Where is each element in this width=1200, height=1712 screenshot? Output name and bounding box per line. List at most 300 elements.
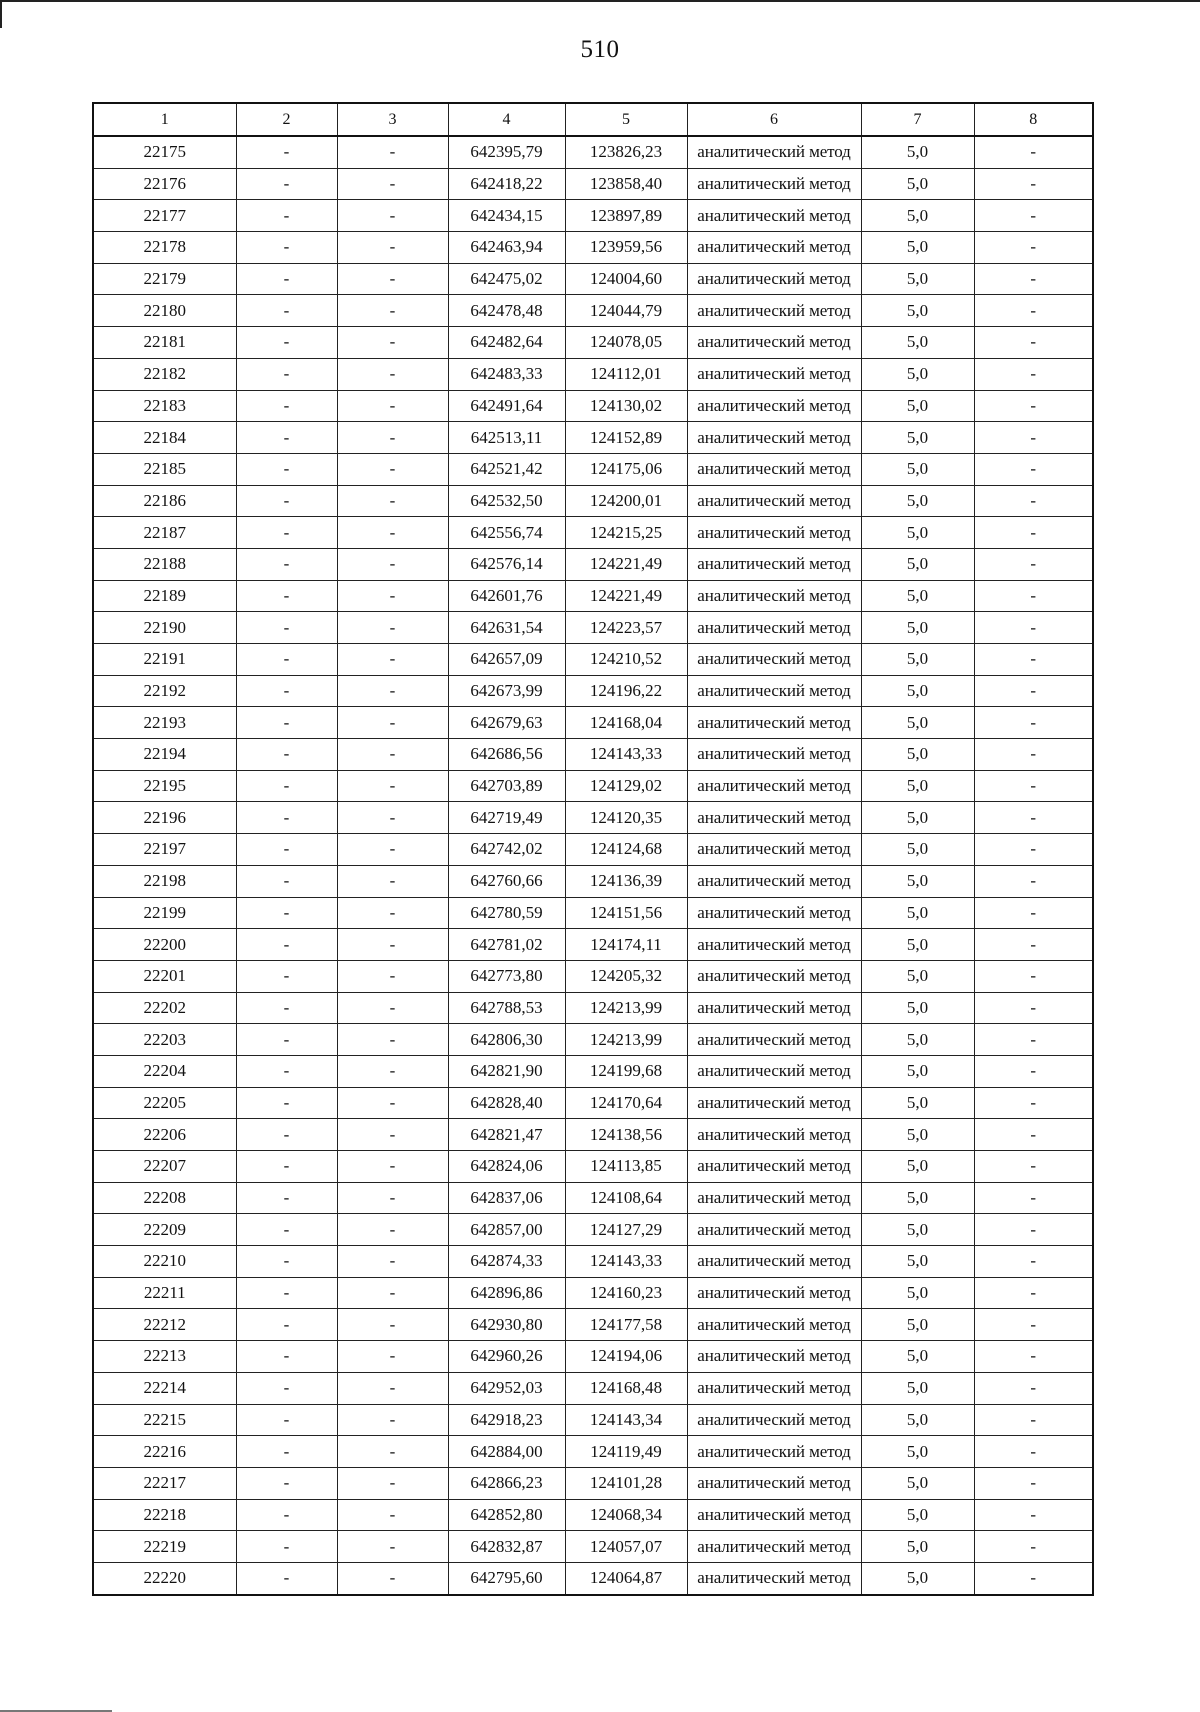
cell-point-number: 22202 bbox=[93, 992, 236, 1024]
cell-accuracy: 5,0 bbox=[861, 1562, 974, 1594]
table-row bbox=[93, 1404, 1093, 1436]
coordinates-table bbox=[92, 102, 1094, 1596]
cell-col-8-value: - bbox=[974, 1436, 1093, 1468]
cell-col-8-value: - bbox=[974, 1562, 1093, 1594]
cell-method: аналитический метод bbox=[687, 897, 861, 929]
cell-coord-x: 642837,06 bbox=[448, 1182, 565, 1214]
cell-col-8-value: - bbox=[974, 1531, 1093, 1563]
cell-coord-x: 642896,86 bbox=[448, 1277, 565, 1309]
cell-col-3-value: - bbox=[337, 1024, 448, 1056]
cell-col-2-value: - bbox=[236, 1055, 337, 1087]
cell-col-8-value: - bbox=[974, 739, 1093, 771]
cell-coord-y: 124170,64 bbox=[565, 1087, 687, 1119]
cell-col-8-value: - bbox=[974, 1119, 1093, 1151]
cell-col-2-value: - bbox=[236, 707, 337, 739]
cell-method: аналитический метод bbox=[687, 1404, 861, 1436]
cell-accuracy: 5,0 bbox=[861, 263, 974, 295]
table-row bbox=[93, 1024, 1093, 1056]
cell-method: аналитический метод bbox=[687, 1151, 861, 1183]
cell-accuracy: 5,0 bbox=[861, 802, 974, 834]
cell-col-2-value: - bbox=[236, 263, 337, 295]
cell-col-8-value: - bbox=[974, 422, 1093, 454]
cell-col-2-value: - bbox=[236, 1404, 337, 1436]
cell-col-2-value: - bbox=[236, 739, 337, 771]
cell-accuracy: 5,0 bbox=[861, 485, 974, 517]
cell-col-2-value: - bbox=[236, 1562, 337, 1594]
cell-accuracy: 5,0 bbox=[861, 1055, 974, 1087]
cell-point-number: 22194 bbox=[93, 739, 236, 771]
cell-col-2-value: - bbox=[236, 1119, 337, 1151]
table-row bbox=[93, 897, 1093, 929]
cell-coord-x: 642828,40 bbox=[448, 1087, 565, 1119]
cell-accuracy: 5,0 bbox=[861, 707, 974, 739]
cell-coord-x: 642918,23 bbox=[448, 1404, 565, 1436]
cell-col-2-value: - bbox=[236, 295, 337, 327]
cell-col-2-value: - bbox=[236, 1436, 337, 1468]
cell-col-3-value: - bbox=[337, 1309, 448, 1341]
cell-col-2-value: - bbox=[236, 1309, 337, 1341]
cell-accuracy: 5,0 bbox=[861, 232, 974, 264]
cell-col-8-value: - bbox=[974, 200, 1093, 232]
cell-point-number: 22208 bbox=[93, 1182, 236, 1214]
cell-point-number: 22199 bbox=[93, 897, 236, 929]
cell-coord-y: 124213,99 bbox=[565, 992, 687, 1024]
cell-col-2-value: - bbox=[236, 802, 337, 834]
cell-col-3-value: - bbox=[337, 929, 448, 961]
cell-col-3-value: - bbox=[337, 485, 448, 517]
cell-coord-x: 642742,02 bbox=[448, 834, 565, 866]
cell-coord-y: 124221,49 bbox=[565, 548, 687, 580]
cell-col-8-value: - bbox=[974, 960, 1093, 992]
cell-col-2-value: - bbox=[236, 1341, 337, 1373]
cell-coord-x: 642576,14 bbox=[448, 548, 565, 580]
cell-col-8-value: - bbox=[974, 580, 1093, 612]
table-row bbox=[93, 612, 1093, 644]
cell-col-2-value: - bbox=[236, 770, 337, 802]
cell-point-number: 22203 bbox=[93, 1024, 236, 1056]
table-row bbox=[93, 960, 1093, 992]
cell-col-2-value: - bbox=[236, 1214, 337, 1246]
cell-col-8-value: - bbox=[974, 770, 1093, 802]
cell-col-8-value: - bbox=[974, 232, 1093, 264]
cell-col-2-value: - bbox=[236, 960, 337, 992]
cell-method: аналитический метод bbox=[687, 136, 861, 168]
table-row bbox=[93, 739, 1093, 771]
cell-point-number: 22215 bbox=[93, 1404, 236, 1436]
cell-coord-x: 642852,80 bbox=[448, 1499, 565, 1531]
cell-coord-x: 642719,49 bbox=[448, 802, 565, 834]
cell-col-8-value: - bbox=[974, 485, 1093, 517]
scan-edge-top bbox=[0, 0, 1200, 2]
cell-coord-y: 123959,56 bbox=[565, 232, 687, 264]
cell-col-8-value: - bbox=[974, 612, 1093, 644]
cell-coord-y: 124168,48 bbox=[565, 1372, 687, 1404]
cell-col-3-value: - bbox=[337, 644, 448, 676]
table-row bbox=[93, 707, 1093, 739]
table-row bbox=[93, 1277, 1093, 1309]
cell-point-number: 22201 bbox=[93, 960, 236, 992]
cell-accuracy: 5,0 bbox=[861, 1467, 974, 1499]
table-row bbox=[93, 580, 1093, 612]
cell-method: аналитический метод bbox=[687, 612, 861, 644]
cell-accuracy: 5,0 bbox=[861, 1436, 974, 1468]
cell-coord-y: 124213,99 bbox=[565, 1024, 687, 1056]
cell-col-2-value: - bbox=[236, 675, 337, 707]
cell-col-2-value: - bbox=[236, 422, 337, 454]
cell-col-3-value: - bbox=[337, 390, 448, 422]
cell-accuracy: 5,0 bbox=[861, 327, 974, 359]
cell-col-8-value: - bbox=[974, 897, 1093, 929]
cell-method: аналитический метод bbox=[687, 960, 861, 992]
cell-method: аналитический метод bbox=[687, 1531, 861, 1563]
cell-point-number: 22197 bbox=[93, 834, 236, 866]
cell-accuracy: 5,0 bbox=[861, 675, 974, 707]
cell-col-2-value: - bbox=[236, 136, 337, 168]
cell-coord-x: 642788,53 bbox=[448, 992, 565, 1024]
cell-method: аналитический метод bbox=[687, 675, 861, 707]
table-row bbox=[93, 1309, 1093, 1341]
cell-col-3-value: - bbox=[337, 1151, 448, 1183]
cell-coord-x: 642673,99 bbox=[448, 675, 565, 707]
cell-col-3-value: - bbox=[337, 263, 448, 295]
cell-col-2-value: - bbox=[236, 1246, 337, 1278]
table-row bbox=[93, 1055, 1093, 1087]
cell-point-number: 22207 bbox=[93, 1151, 236, 1183]
table-row bbox=[93, 327, 1093, 359]
cell-col-2-value: - bbox=[236, 232, 337, 264]
cell-coord-x: 642930,80 bbox=[448, 1309, 565, 1341]
cell-point-number: 22191 bbox=[93, 644, 236, 676]
cell-col-3-value: - bbox=[337, 834, 448, 866]
cell-col-3-value: - bbox=[337, 960, 448, 992]
cell-col-3-value: - bbox=[337, 1341, 448, 1373]
cell-col-3-value: - bbox=[337, 422, 448, 454]
cell-col-3-value: - bbox=[337, 1087, 448, 1119]
cell-coord-x: 642952,03 bbox=[448, 1372, 565, 1404]
cell-col-3-value: - bbox=[337, 707, 448, 739]
cell-accuracy: 5,0 bbox=[861, 1119, 974, 1151]
cell-col-8-value: - bbox=[974, 1404, 1093, 1436]
cell-coord-y: 124200,01 bbox=[565, 485, 687, 517]
cell-col-8-value: - bbox=[974, 517, 1093, 549]
cell-accuracy: 5,0 bbox=[861, 1372, 974, 1404]
cell-point-number: 22213 bbox=[93, 1341, 236, 1373]
cell-col-8-value: - bbox=[974, 707, 1093, 739]
cell-col-3-value: - bbox=[337, 1055, 448, 1087]
cell-coord-y: 124143,33 bbox=[565, 1246, 687, 1278]
cell-coord-x: 642513,11 bbox=[448, 422, 565, 454]
cell-point-number: 22178 bbox=[93, 232, 236, 264]
cell-method: аналитический метод bbox=[687, 485, 861, 517]
cell-col-2-value: - bbox=[236, 580, 337, 612]
cell-point-number: 22175 bbox=[93, 136, 236, 168]
cell-col-3-value: - bbox=[337, 802, 448, 834]
cell-coord-x: 642773,80 bbox=[448, 960, 565, 992]
table-row bbox=[93, 1214, 1093, 1246]
cell-accuracy: 5,0 bbox=[861, 1499, 974, 1531]
cell-method: аналитический метод bbox=[687, 1499, 861, 1531]
cell-col-8-value: - bbox=[974, 327, 1093, 359]
cell-col-2-value: - bbox=[236, 612, 337, 644]
cell-accuracy: 5,0 bbox=[861, 770, 974, 802]
cell-point-number: 22190 bbox=[93, 612, 236, 644]
cell-coord-y: 124108,64 bbox=[565, 1182, 687, 1214]
cell-coord-x: 642781,02 bbox=[448, 929, 565, 961]
cell-accuracy: 5,0 bbox=[861, 517, 974, 549]
cell-method: аналитический метод bbox=[687, 358, 861, 390]
cell-coord-y: 124112,01 bbox=[565, 358, 687, 390]
cell-col-3-value: - bbox=[337, 1214, 448, 1246]
cell-col-2-value: - bbox=[236, 1531, 337, 1563]
header-col-1: 1 bbox=[93, 103, 236, 136]
table-row bbox=[93, 802, 1093, 834]
page-number: 510 bbox=[580, 36, 620, 63]
cell-col-8-value: - bbox=[974, 136, 1093, 168]
cell-accuracy: 5,0 bbox=[861, 644, 974, 676]
cell-col-3-value: - bbox=[337, 1499, 448, 1531]
cell-accuracy: 5,0 bbox=[861, 422, 974, 454]
cell-coord-x: 642960,26 bbox=[448, 1341, 565, 1373]
cell-col-3-value: - bbox=[337, 675, 448, 707]
cell-point-number: 22206 bbox=[93, 1119, 236, 1151]
cell-col-3-value: - bbox=[337, 865, 448, 897]
table-row bbox=[93, 1246, 1093, 1278]
cell-coord-y: 124138,56 bbox=[565, 1119, 687, 1151]
cell-method: аналитический метод bbox=[687, 1277, 861, 1309]
cell-method: аналитический метод bbox=[687, 327, 861, 359]
cell-point-number: 22182 bbox=[93, 358, 236, 390]
cell-coord-x: 642857,00 bbox=[448, 1214, 565, 1246]
table-row bbox=[93, 770, 1093, 802]
cell-method: аналитический метод bbox=[687, 1372, 861, 1404]
cell-coord-y: 124124,68 bbox=[565, 834, 687, 866]
cell-coord-y: 124136,39 bbox=[565, 865, 687, 897]
cell-coord-x: 642760,66 bbox=[448, 865, 565, 897]
cell-coord-y: 123826,23 bbox=[565, 136, 687, 168]
cell-col-3-value: - bbox=[337, 1467, 448, 1499]
header-col-2: 2 bbox=[236, 103, 337, 136]
cell-method: аналитический метод bbox=[687, 390, 861, 422]
cell-col-8-value: - bbox=[974, 1246, 1093, 1278]
cell-col-3-value: - bbox=[337, 232, 448, 264]
cell-coord-x: 642866,23 bbox=[448, 1467, 565, 1499]
cell-point-number: 22196 bbox=[93, 802, 236, 834]
cell-coord-y: 124174,11 bbox=[565, 929, 687, 961]
table-row bbox=[93, 422, 1093, 454]
cell-accuracy: 5,0 bbox=[861, 739, 974, 771]
cell-col-8-value: - bbox=[974, 1277, 1093, 1309]
cell-accuracy: 5,0 bbox=[861, 960, 974, 992]
header-col-5: 5 bbox=[565, 103, 687, 136]
cell-coord-y: 124160,23 bbox=[565, 1277, 687, 1309]
cell-col-2-value: - bbox=[236, 644, 337, 676]
cell-coord-y: 124120,35 bbox=[565, 802, 687, 834]
table-row bbox=[93, 1119, 1093, 1151]
cell-col-2-value: - bbox=[236, 1372, 337, 1404]
cell-accuracy: 5,0 bbox=[861, 580, 974, 612]
cell-point-number: 22211 bbox=[93, 1277, 236, 1309]
table-row bbox=[93, 1372, 1093, 1404]
cell-col-2-value: - bbox=[236, 1024, 337, 1056]
cell-method: аналитический метод bbox=[687, 1182, 861, 1214]
cell-accuracy: 5,0 bbox=[861, 1531, 974, 1563]
cell-coord-y: 123858,40 bbox=[565, 168, 687, 200]
cell-method: аналитический метод bbox=[687, 802, 861, 834]
cell-method: аналитический метод bbox=[687, 1341, 861, 1373]
cell-method: аналитический метод bbox=[687, 548, 861, 580]
cell-col-8-value: - bbox=[974, 1214, 1093, 1246]
cell-col-8-value: - bbox=[974, 548, 1093, 580]
cell-col-3-value: - bbox=[337, 1372, 448, 1404]
cell-col-3-value: - bbox=[337, 1404, 448, 1436]
cell-coord-x: 642821,90 bbox=[448, 1055, 565, 1087]
cell-col-8-value: - bbox=[974, 295, 1093, 327]
table-row bbox=[93, 1341, 1093, 1373]
cell-point-number: 22181 bbox=[93, 327, 236, 359]
cell-col-3-value: - bbox=[337, 739, 448, 771]
header-col-7: 7 bbox=[861, 103, 974, 136]
table-row bbox=[93, 548, 1093, 580]
table-row bbox=[93, 675, 1093, 707]
cell-col-3-value: - bbox=[337, 168, 448, 200]
cell-coord-x: 642482,64 bbox=[448, 327, 565, 359]
header-col-3: 3 bbox=[337, 103, 448, 136]
cell-point-number: 22183 bbox=[93, 390, 236, 422]
cell-col-8-value: - bbox=[974, 358, 1093, 390]
cell-point-number: 22180 bbox=[93, 295, 236, 327]
cell-coord-y: 124205,32 bbox=[565, 960, 687, 992]
cell-col-2-value: - bbox=[236, 992, 337, 1024]
cell-method: аналитический метод bbox=[687, 739, 861, 771]
cell-point-number: 22214 bbox=[93, 1372, 236, 1404]
table-row bbox=[93, 517, 1093, 549]
cell-accuracy: 5,0 bbox=[861, 1404, 974, 1436]
cell-col-8-value: - bbox=[974, 1151, 1093, 1183]
table-row bbox=[93, 200, 1093, 232]
cell-method: аналитический метод bbox=[687, 1467, 861, 1499]
cell-col-3-value: - bbox=[337, 200, 448, 232]
cell-coord-x: 642686,56 bbox=[448, 739, 565, 771]
cell-col-8-value: - bbox=[974, 802, 1093, 834]
cell-coord-x: 642874,33 bbox=[448, 1246, 565, 1278]
cell-col-8-value: - bbox=[974, 675, 1093, 707]
cell-coord-y: 124199,68 bbox=[565, 1055, 687, 1087]
cell-col-3-value: - bbox=[337, 548, 448, 580]
cell-method: аналитический метод bbox=[687, 580, 861, 612]
cell-coord-y: 124210,52 bbox=[565, 644, 687, 676]
table-row bbox=[93, 263, 1093, 295]
cell-col-2-value: - bbox=[236, 485, 337, 517]
cell-coord-y: 124064,87 bbox=[565, 1562, 687, 1594]
table-row bbox=[93, 390, 1093, 422]
cell-col-8-value: - bbox=[974, 1024, 1093, 1056]
cell-point-number: 22192 bbox=[93, 675, 236, 707]
cell-point-number: 22198 bbox=[93, 865, 236, 897]
cell-coord-x: 642795,60 bbox=[448, 1562, 565, 1594]
table-row bbox=[93, 1562, 1093, 1594]
cell-accuracy: 5,0 bbox=[861, 136, 974, 168]
cell-coord-y: 124143,34 bbox=[565, 1404, 687, 1436]
cell-point-number: 22218 bbox=[93, 1499, 236, 1531]
cell-coord-y: 124143,33 bbox=[565, 739, 687, 771]
cell-col-8-value: - bbox=[974, 390, 1093, 422]
cell-col-8-value: - bbox=[974, 1055, 1093, 1087]
cell-point-number: 22187 bbox=[93, 517, 236, 549]
table-header bbox=[93, 103, 1093, 136]
table-row bbox=[93, 232, 1093, 264]
table-row bbox=[93, 1436, 1093, 1468]
cell-accuracy: 5,0 bbox=[861, 1182, 974, 1214]
cell-col-3-value: - bbox=[337, 1119, 448, 1151]
cell-point-number: 22177 bbox=[93, 200, 236, 232]
cell-method: аналитический метод bbox=[687, 1214, 861, 1246]
cell-col-2-value: - bbox=[236, 897, 337, 929]
cell-col-2-value: - bbox=[236, 1277, 337, 1309]
table-row bbox=[93, 1467, 1093, 1499]
cell-coord-x: 642521,42 bbox=[448, 453, 565, 485]
cell-point-number: 22193 bbox=[93, 707, 236, 739]
cell-point-number: 22210 bbox=[93, 1246, 236, 1278]
scan-edge-left bbox=[0, 0, 2, 28]
cell-col-3-value: - bbox=[337, 517, 448, 549]
cell-method: аналитический метод bbox=[687, 1024, 861, 1056]
cell-coord-x: 642556,74 bbox=[448, 517, 565, 549]
table-row bbox=[93, 865, 1093, 897]
cell-col-3-value: - bbox=[337, 295, 448, 327]
cell-col-8-value: - bbox=[974, 168, 1093, 200]
cell-point-number: 22220 bbox=[93, 1562, 236, 1594]
cell-coord-y: 124004,60 bbox=[565, 263, 687, 295]
header-row bbox=[93, 103, 1093, 136]
cell-col-2-value: - bbox=[236, 1151, 337, 1183]
table-row bbox=[93, 1531, 1093, 1563]
cell-point-number: 22200 bbox=[93, 929, 236, 961]
cell-coord-y: 123897,89 bbox=[565, 200, 687, 232]
cell-coord-x: 642884,00 bbox=[448, 1436, 565, 1468]
table-row bbox=[93, 644, 1093, 676]
table-row bbox=[93, 992, 1093, 1024]
cell-col-3-value: - bbox=[337, 1436, 448, 1468]
cell-col-3-value: - bbox=[337, 358, 448, 390]
cell-accuracy: 5,0 bbox=[861, 295, 974, 327]
cell-coord-x: 642475,02 bbox=[448, 263, 565, 295]
table-row bbox=[93, 834, 1093, 866]
cell-point-number: 22189 bbox=[93, 580, 236, 612]
cell-coord-x: 642631,54 bbox=[448, 612, 565, 644]
cell-col-8-value: - bbox=[974, 1309, 1093, 1341]
table-body bbox=[93, 136, 1093, 1595]
cell-point-number: 22179 bbox=[93, 263, 236, 295]
cell-point-number: 22205 bbox=[93, 1087, 236, 1119]
cell-col-2-value: - bbox=[236, 453, 337, 485]
cell-coord-x: 642491,64 bbox=[448, 390, 565, 422]
cell-col-2-value: - bbox=[236, 517, 337, 549]
cell-coord-y: 124130,02 bbox=[565, 390, 687, 422]
cell-accuracy: 5,0 bbox=[861, 1024, 974, 1056]
table-row bbox=[93, 1182, 1093, 1214]
cell-col-8-value: - bbox=[974, 1087, 1093, 1119]
cell-method: аналитический метод bbox=[687, 422, 861, 454]
cell-col-3-value: - bbox=[337, 327, 448, 359]
cell-col-3-value: - bbox=[337, 580, 448, 612]
cell-col-8-value: - bbox=[974, 929, 1093, 961]
table-row bbox=[93, 453, 1093, 485]
cell-method: аналитический метод bbox=[687, 1246, 861, 1278]
cell-method: аналитический метод bbox=[687, 263, 861, 295]
cell-col-8-value: - bbox=[974, 1372, 1093, 1404]
cell-coord-y: 124215,25 bbox=[565, 517, 687, 549]
cell-col-3-value: - bbox=[337, 1182, 448, 1214]
